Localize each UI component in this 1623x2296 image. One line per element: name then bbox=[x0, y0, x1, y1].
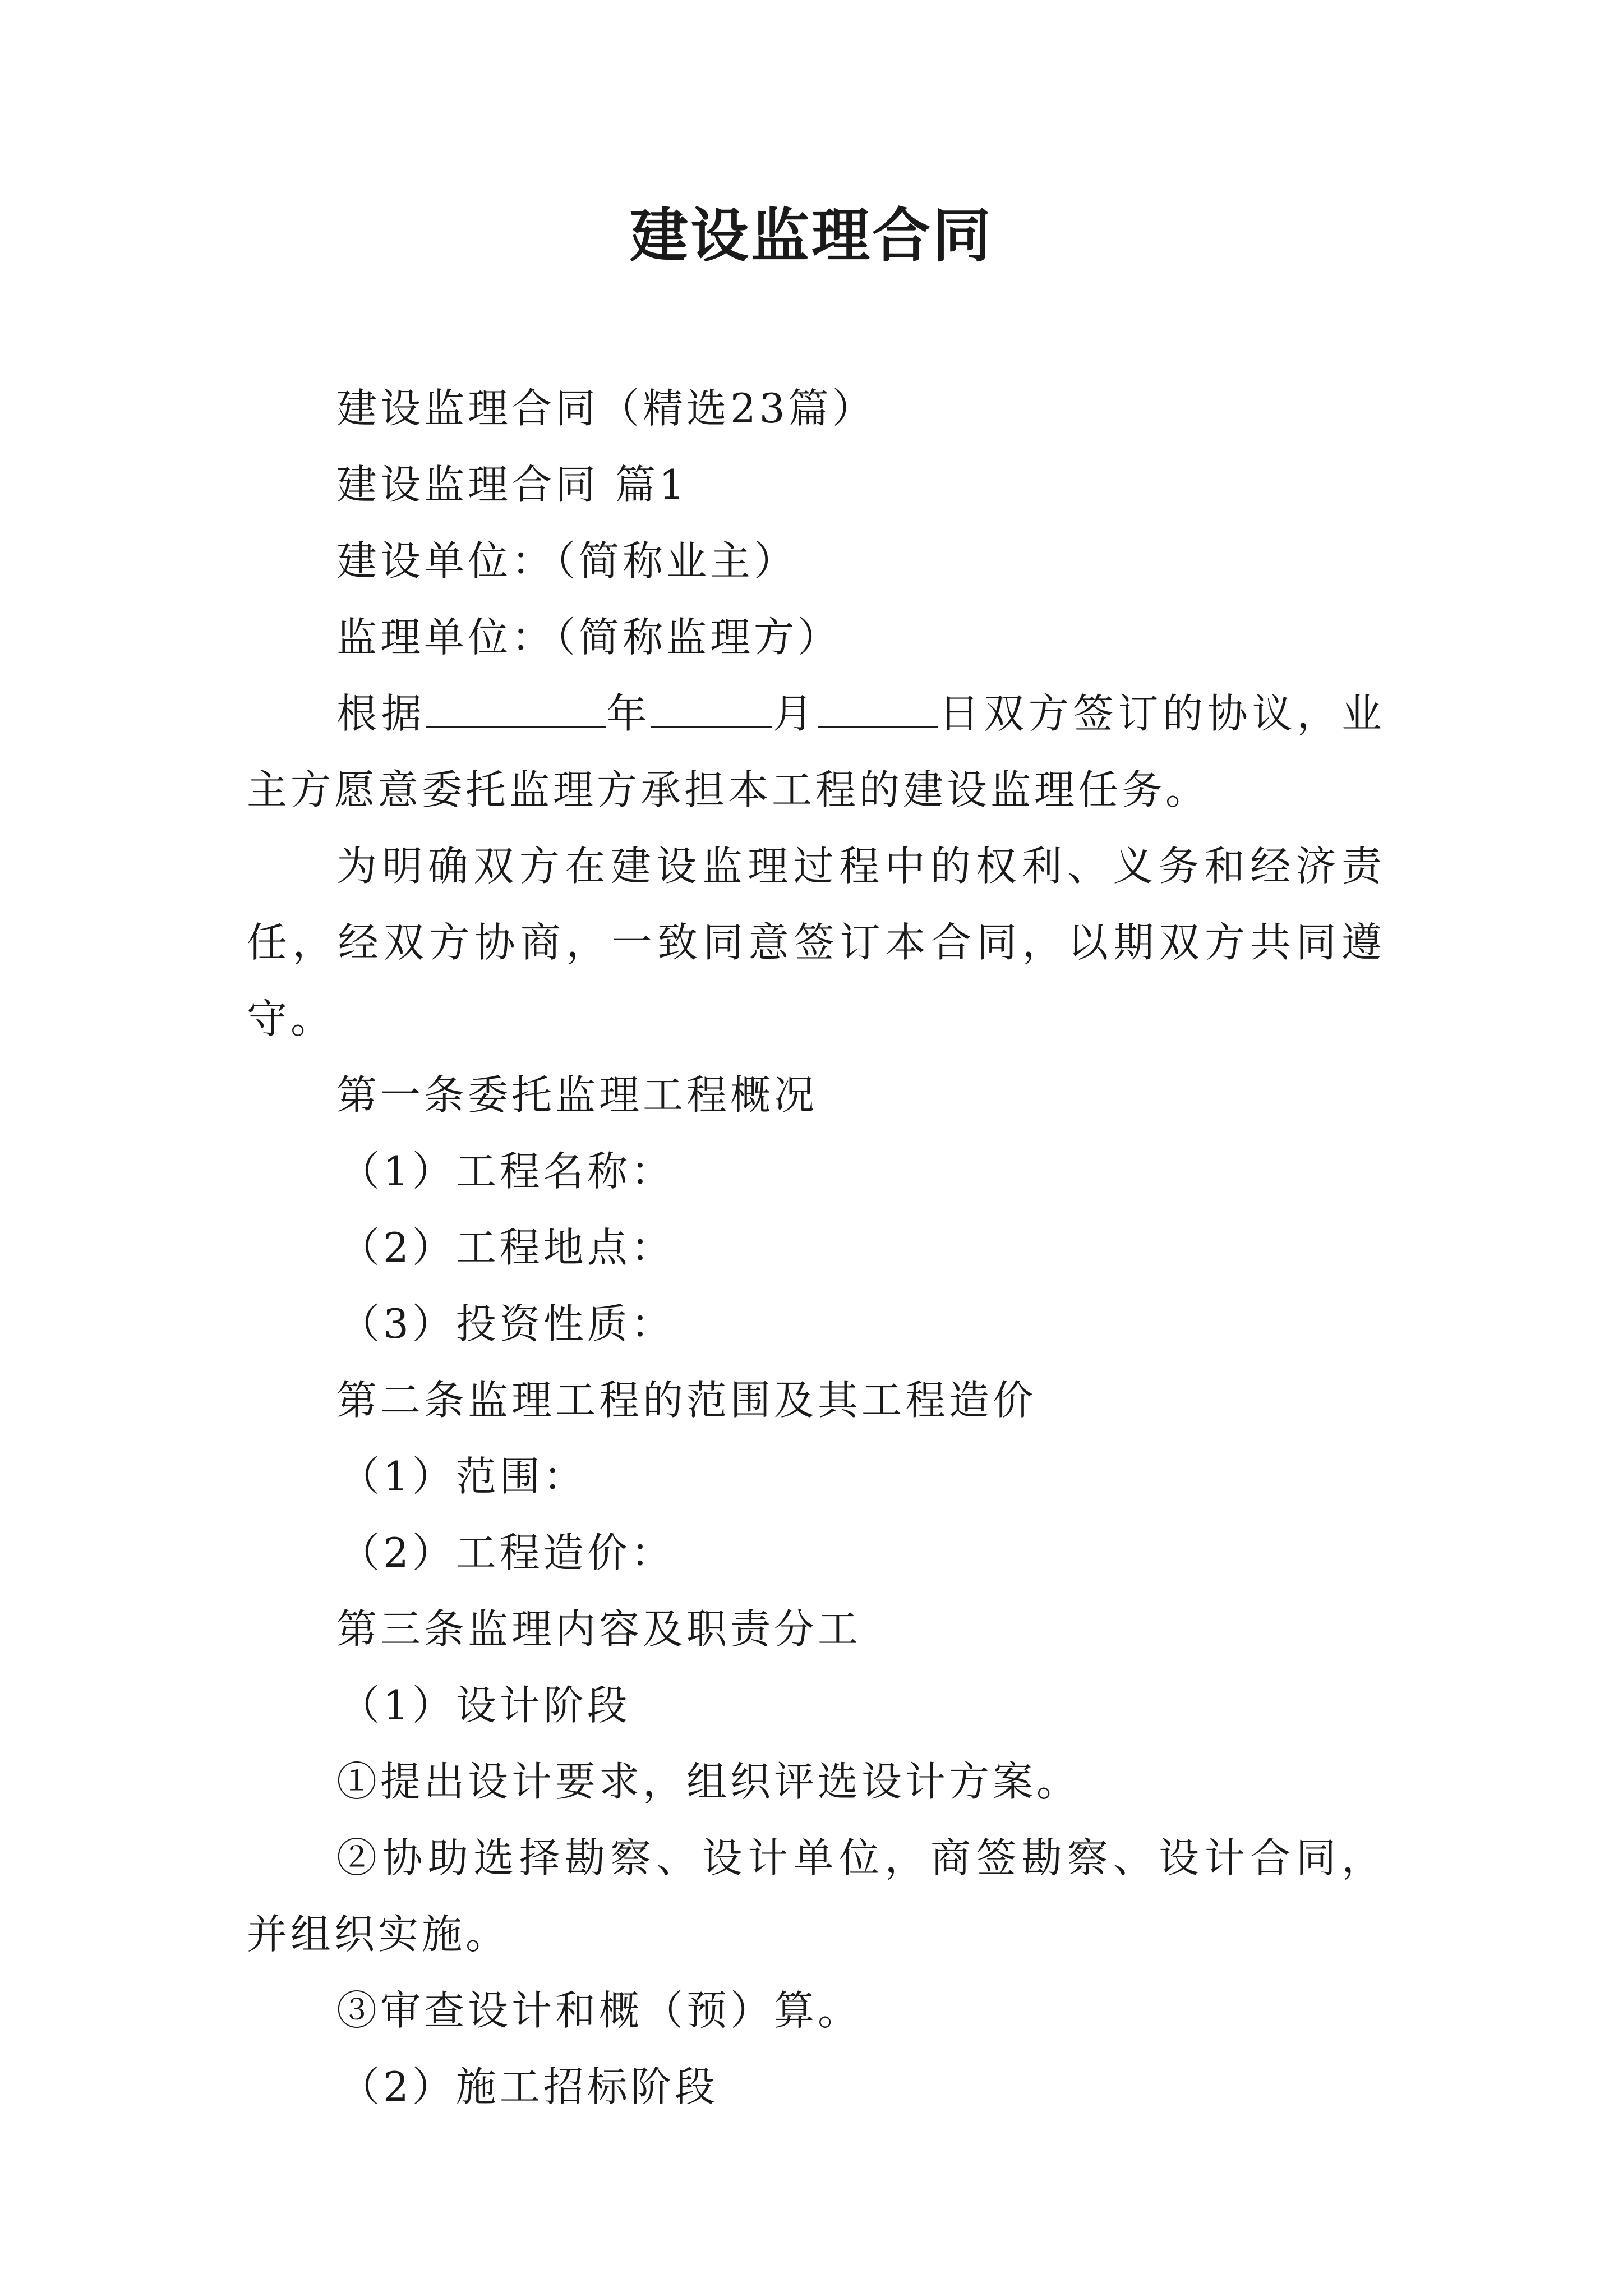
section-2-item-1: （1）范围： bbox=[339, 1453, 587, 1500]
section-3-item-1-a: ①提出设计要求，组织评选设计方案。 bbox=[336, 1758, 1081, 1805]
section-3-item-1: （1）设计阶段 bbox=[339, 1682, 631, 1729]
section-1-heading: 第一条委托监理工程概况 bbox=[336, 1071, 818, 1119]
section-3-item-1-b: ②协助选择勘察、设计单位，商签勘察、设计合同，并组织实施。 bbox=[247, 1834, 1385, 1958]
date-blank-day bbox=[818, 692, 938, 728]
agreement-rest: 日双方签订的协议，业主方愿意委托监理方承担本工程的建设监理任务。 bbox=[247, 690, 1385, 813]
section-1-item-1: （1）工程名称： bbox=[339, 1148, 675, 1195]
section-3-item-2: （2）施工招标阶段 bbox=[339, 2063, 718, 2110]
article-heading: 建设监理合同 篇1 bbox=[336, 461, 688, 508]
date-blank-year bbox=[426, 692, 606, 728]
purpose-paragraph: 为明确双方在建设监理过程中的权利、义务和经济责任，经双方协商，一致同意签订本合同，以期双方共同遵守。 bbox=[247, 843, 1385, 1042]
date-blank-month bbox=[651, 692, 772, 728]
agreement-lead: 根据 bbox=[336, 690, 426, 737]
collection-heading: 建设监理合同（精选23篇） bbox=[336, 385, 876, 432]
section-2-item-2: （2）工程造价： bbox=[339, 1529, 675, 1576]
document-title: 建设监理合同 bbox=[629, 201, 993, 270]
year-label: 年 bbox=[605, 690, 651, 737]
section-3-item-1-c: ③审查设计和概（预）算。 bbox=[336, 1987, 862, 2034]
section-1-item-3: （3）投资性质： bbox=[339, 1300, 675, 1347]
owner-party-line: 建设单位：（简称业主） bbox=[336, 537, 798, 585]
supervisor-party-line: 监理单位：（简称监理方） bbox=[336, 614, 842, 661]
month-label: 月 bbox=[772, 690, 818, 737]
section-1-item-2: （2）工程地点： bbox=[339, 1224, 675, 1271]
document-body bbox=[247, 370, 1385, 2125]
section-3-heading: 第三条监理内容及职责分工 bbox=[336, 1605, 862, 1653]
section-2-heading: 第二条监理工程的范围及其工程造价 bbox=[336, 1377, 1037, 1424]
agreement-paragraph bbox=[247, 675, 1385, 828]
